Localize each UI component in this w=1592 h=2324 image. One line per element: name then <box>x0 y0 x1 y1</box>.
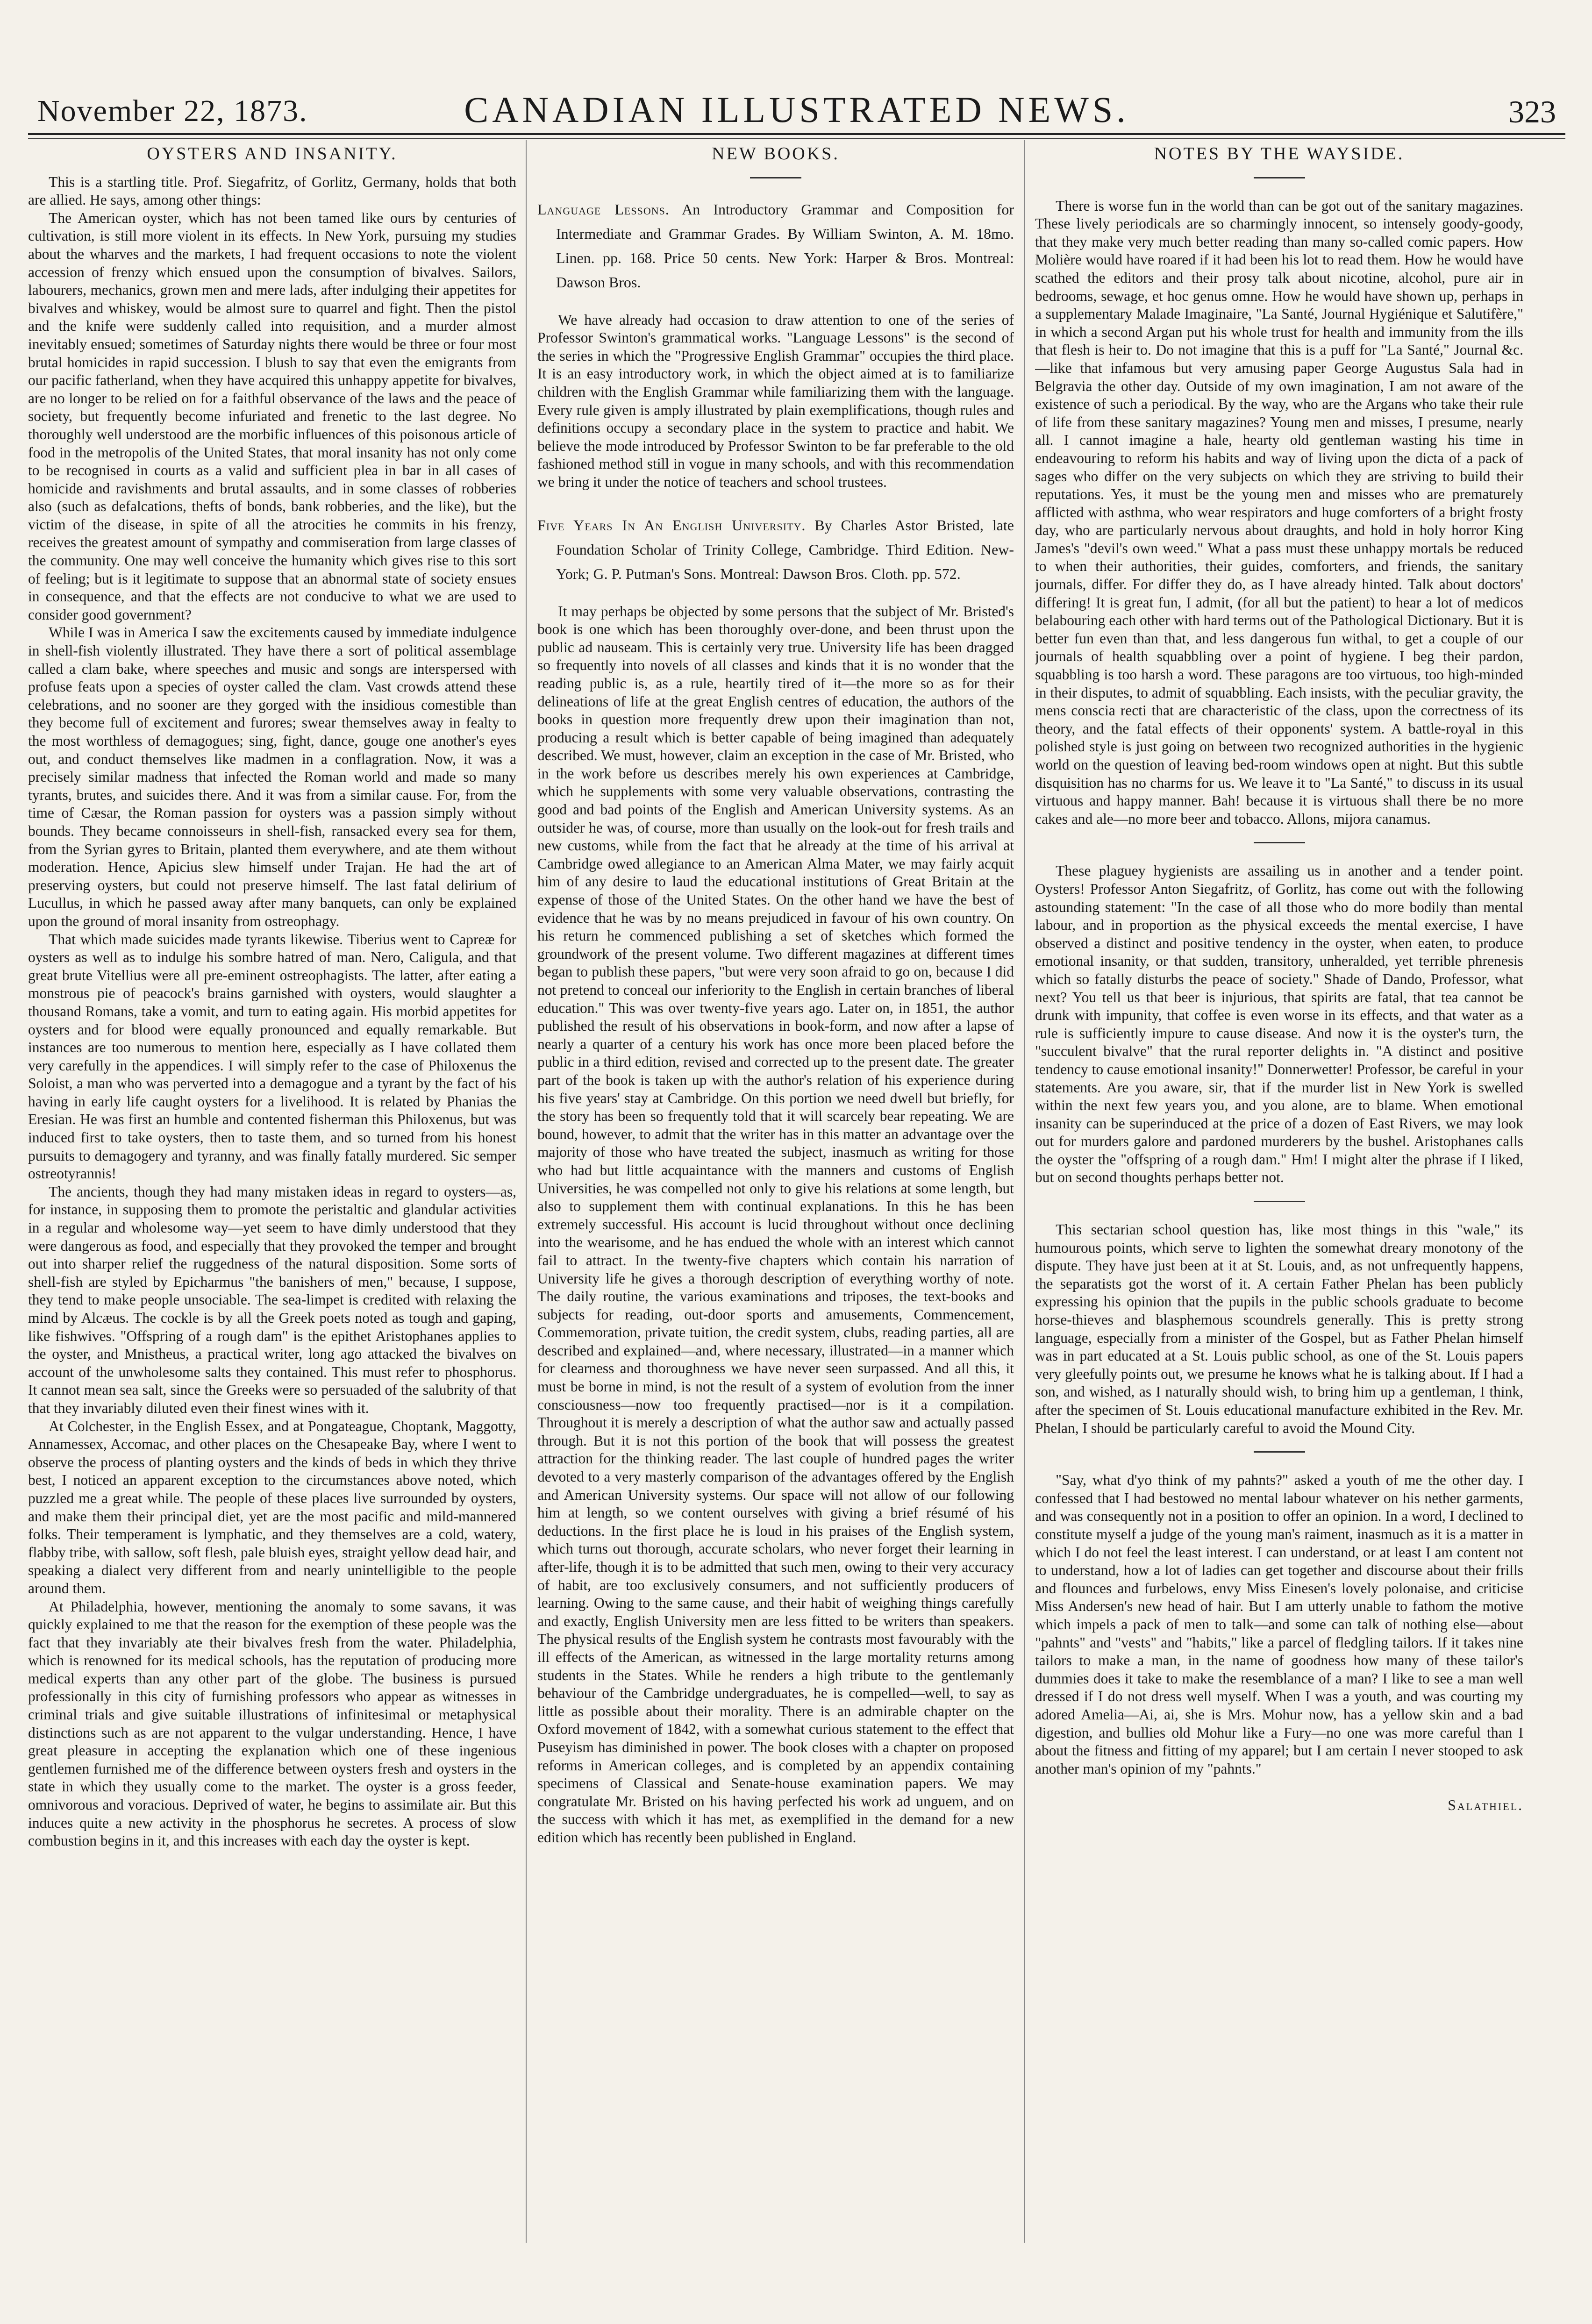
column-new-books <box>537 145 1014 2247</box>
page-number: 323 <box>1508 94 1556 129</box>
column-divider <box>526 140 527 2243</box>
section-heading: NEW BOOKS. <box>712 145 840 164</box>
book-title: Five Years In An English University. <box>537 516 806 534</box>
article-paragraph: At Philadelphia, however, mentioning the anomaly to some savans, it was quickly explained to me that the reason for the exemption of these people was the fact that they invariably ate their bivalves fresh from the water. Philadelphia, which is renowned for its medical schools, has the reputation of producing more medical experts than any other part of the globe. The business is pursued professionally in this city of furnishing professors who appear as witnesses in criminal trials and give suitable illustrations of infinitesimal or metaphysical distinctions such as are not apparent to the vulgar understanding. Hence, I have great pleasure in accepting the explanation which one of these ingenious gentlemen furnished me of the difference between oysters fresh and oysters in the state in which they usually come to the market. The oyster is a gross feeder, omnivorous and voracious. Deprived of water, he begins to assimilate air. But this induces quite a new activity in the phosphorus he secretes. A process of slow combustion begins in it, and this increases with each day the oyster is kept. <box>28 1598 516 1849</box>
column-oysters-and-insanity <box>28 145 516 2238</box>
article-paragraph: That which made suicides made tyrants likewise. Tiberius went to Capreæ for oysters as well as to indulge his sombre hatred of man. Nero, Caligula, and that great brute Vitellius were all pre-eminent ostreophagists. The latter, after eating a monstrous pie of peacock's brains garnished with oysters, would slaughter a thousand Romans, take a vomit, and turn to eating again. His morbid appetites for oysters and for blood were equally pronounced and equally remarkable. But instances are too numerous to mention here, especially as I have collated them very carefully in the appendices. I will simply refer to the case of Philoxenus the Soloist, a man who was perverted into a demagogue and a tyrant by the fact of his having in early life caught oysters for a livelihood. It is related by Phanias the Eresian. He was first an humble and contented fisherman this Philoxenus, but was induced first to take oysters, then to taste them, and so turned from his honest pursuits to demagogery and tyranny, and was finally fatally murdered. Sic semper ostreotyrannis! <box>28 931 516 1182</box>
book-details: By Charles Astor Bristed, late Foundation Scholar of Trinity College, Cambridge. Third Edition. New-York; G. P. Putman's Sons. Montreal: Dawson Bros. Cloth. pp. 572. <box>556 516 1014 582</box>
section-rule <box>1254 842 1305 843</box>
article-paragraph: At Colchester, in the English Essex, and at Pongateague, Choptank, Maggotty, Annamessex, Accomac, and other places on the Chesapeake Bay, where I went to observe the process of planting oysters and the kinds of beds in which they thrive best, I noticed an apparent exception to the circumstances above noted, which puzzled me a great while. The people of these places live surrounded by oysters, and make them their principal diet, yet are the most pacific and mild-mannered folks. Their temperament is lymphatic, and they themselves are a cold, watery, flabby tribe, with sallow, soft flesh, pale bluish eyes, straight yellow dead hair, and speaking a dialect very different from and nearly unintelligible to the people around them. <box>28 1418 516 1597</box>
note-paragraph: These plaguey hygienists are assailing us in another and a tender point. Oysters! Professor Anton Siegafritz, of Gorlitz, has come out with the following astounding statement: "In the case of all those who do more bodily than mental labour, and in proportion as the physical exceeds the mental exercise, I have observed a distinct and positive tendency in the oyster, when eaten, to produce emotional insanity, or that sudden, transitory, unheralded, yet terrible phrenesis which so fatally disturbs the peace of society." Shade of Dando, Professor, what next? You tell us that beer is injurious, that spirits are fatal, that tea cannot be drunk with impunity, that coffee is even worse in its effects, and that water as a rule is sufficiently impure to cause disease. And now it is the oyster's turn, the "succulent bivalve" that the rural reporter delights in. "A distinct and positive tendency to cause emotional insanity!" Donnerwetter! Professor, be careful in your statements. Are you aware, sir, that if the murder list in New York is swelled within the next few years you, and you alone, are to blame. When emotional insanity can be superinduced at the price of a dozen of East Rivers, we may look out for murders galore and pardoned murderers by the bushel. Aristophanes calls the oyster the "offspring of a rough dam." Hm! I might alter the phrase if I liked, but on second thoughts perhaps better not. <box>1035 863 1523 1186</box>
article-heading: OYSTERS AND INSANITY. <box>147 145 398 164</box>
article-paragraph: The ancients, though they had many mistaken ideas in regard to oysters—as, for instance, in supposing them to promote the peristaltic and glandular activities in a regular and wholesome way—yet seem to have dimly understood that they were dangerous as food, and especially that they provoked the temper and brought out into sharper relief the ruggedness of the natural disposition. Some sorts of shell-fish are styled by Epicharmus "the banishers of men," because, I suppose, they tend to make people unsociable. The sea-limpet is credited with relaxing the mind by Alcæus. The cockle is by all the Greek poets noted as tough and gaping, like fishwives. "Offspring of a rough dam" is the epithet Aristophanes applies to the oyster, and Mnistheus, a practical writer, long ago attacked the bivalves on account of the unwholesome salts they contained. This must refer to phosphorus. It cannot mean sea salt, since the Greeks were so persuaded of the salubrity of that that they invariably diluted even their finest wines with it. <box>28 1183 516 1416</box>
book-title: Language Lessons. <box>537 200 670 218</box>
section-rule <box>750 177 801 178</box>
article-paragraph: While I was in America I saw the excitements caused by immediate indulgence in shell-fish violently illustrated. They have there a sort of political assemblage called a clam bake, where speeches and music and songs are interspersed with profuse feats upon a species of oyster called the clam. Vast crowds attend these celebrations, and no sooner are they gorged with the insidious comestible than they become full of excitement and furores; swear themselves away in fealty to the most worthless of demagogues; sing, fight, dance, gouge one another's eyes out, and conduct themselves like madmen in a conflagration. Now, it was a precisely similar madness that infected the Roman world and made so many tyrants, brutes, and suicides there. And it was from a similar cause. For, from the time of Cæsar, the Roman passion for oysters was a passion simply without bounds. They became connoisseurs in shell-fish, ransacked every sea for them, from the Syrian gyres to Britain, planted them everywhere, and ate them without moderation. Hence, Apicius slew himself under Trajan. He had the art of preserving oysters, but could not preserve himself. The last fatal delirium of Lucullus, in which he passed away after many banquets, can only be explained upon the ground of moral insanity from ostreophagy. <box>28 624 516 929</box>
note-paragraph: There is worse fun in the world than can be got out of the sanitary magazines. These lively periodicals are so charmingly innocent, so intensely goody-goody, that they make very much better reading than many so-called comic papers. How Molière would have roared if it had been his lot to read them. How he would have scathed the editors and their prosy talk about nicotine, alcohol, pure air in bedrooms, sewage, et hoc genus omne. How he would have shown up, perhaps in a supplementary Malade Imaginaire, "La Santé, Journal Hygiénique et Salutifère," in which a second Argan put his whole trust for health and immunity from the ills that flesh is heir to. Do not imagine that this is a puff for "La Santé," Journal &c.—like that infamous but very amusing paper George Augustus Sala had in Belgravia the other day. Outside of my own imagination, I am not aware of the existence of such a periodical. By the way, who are the Argans who take their rule of life from these sanitary magazines? Young men and misses, I presume, nearly all. I cannot imagine a hale, hearty old gentleman wasting his time in endeavouring to reform his habits and way of living upon the dicta of a pack of sages who differ on the very subjects on which they are striving to build their reputations. Yes, it must be the young men and misses who are prematurely afflicted with asthma, who wear respirators and huge comforters of a bright frosty day, who are particularly nervous about draughts, and hold in holy horror King James's "devil's own weed." What a pass must these unhappy mortals be reduced to when their authorities, their guides, comforters, and friends, the sanitary journals, differ. For differ they do, as I have already hinted. Talk about doctors' differing! It is great fun, I admit, (for all but the patient) to hear a lot of medicos belabouring each other with hard terms out of the Pathological Dictionary. But it is better fun even than that, and less dangerous fun withal, to get a couple of our journals of health squabbling over a point of hygiene. I beg their pardon, squabbling is too harsh a word. These paragons are too virtuous, too high-minded in their disputes, to admit of squabbling. Each insists, with the peculiar gravity, the mens conscia recti that are characteristic of the class, upon the correctness of its theory, and the fatal effects of their opponents' system. A battle-royal in this polished style is just going on between two recognized authorities in the hygienic world on the question of leaving bed-room windows open at night. But this subtle disquisition has no charms for us. We leave it to "La Santé," to discuss in its usual virtuous and happy manner. Bah! because it is virtuous shall there be no more cakes and ale—no more beer and tobacco. Allons, mijora canamus. <box>1035 197 1523 827</box>
masthead-rule <box>28 133 1565 135</box>
issue-date: November 22, 1873. <box>37 94 308 128</box>
book-details: An Introductory Grammar and Composition for Intermediate and Grammar Grades. By William Swinton, A. M. 18mo. Linen. pp. 168. Price 50 cents. New York: Harper & Bros. Montreal: Dawson Bros. <box>556 200 1014 291</box>
masthead-rule-thin <box>28 138 1565 139</box>
article-paragraph: This is a startling title. Prof. Siegafritz, of Gorlitz, Germany, holds that both are allied. He says, among other things: <box>28 173 516 208</box>
section-rule <box>1254 177 1305 178</box>
section-rule <box>1254 1451 1305 1453</box>
masthead <box>37 75 1556 131</box>
column-divider <box>1024 140 1025 2243</box>
author-signature: Salathiel. <box>1448 1797 1523 1814</box>
book-listing <box>537 513 1014 586</box>
note-paragraph: This sectarian school question has, like most things in this "wale," its humourous points, which serve to lighten the somewhat dreary monotony of the dispute. They have just been at it at St. Louis, and, as not unfrequently happens, the separatists got the worst of it. A certain Father Phelan has been publicly expressing his opinion that the pupils in the public schools graduate to become horse-thieves and blasphemous scoundrels generally. This is pretty strong language, especially from a minister of the Gospel, but as Father Phelan himself was in part educated at a St. Louis public school, as one of the St. Louis papers very gleefully points out, we presume he knows what he is talking about. If I had a son, and wished, as I naturally should wish, to bring him up a gentleman, I think, after the specimen of St. Louis educational manufacture exhibited in the Rev. Mr. Phelan, I should be particularly careful to avoid the Mound City. <box>1035 1221 1523 1436</box>
publication-title: CANADIAN ILLUSTRATED NEWS. <box>464 89 1129 130</box>
book-review: It may perhaps be objected by some persons that the subject of Mr. Bristed's book is one which has been thoroughly over-done, and been thrust upon the public ad nauseam. This is certainly very true. University life has been dragged so frequently into novels of all classes and kinds that it is no wonder that the reading public is, as a rule, heartily tired of it—the more so as for their delineations of life at the great English centres of education, the authors of the books in question more frequently drew upon their imagination than not, producing a result which is better capable of being imagined than adequately described. We must, however, claim an exception in the case of Mr. Bristed, who in the work before us describes merely his own experiences at Cambridge, which he supplements with some very valuable observations, contrasting the good and bad points of the English and American University systems. As an outsider he was, of course, more than usually on the look-out for fresh trails and new customs, while from the fact that he already at the time of his arrival at Cambridge owed allegiance to an American Alma Mater, we may fairly acquit him of any desire to laud the educational institutions of Great Britain at the expense of those of the United States. On the other hand we have the best of evidence that he was by no means prejudiced in favour of his own country. On his return he commenced publishing a set of sketches which formed the groundwork of the present volume. Two different magazines at different times began to publish these papers, "but were very soon afraid to go on, because I did not pretend to conceal our inferiority to the English in certain branches of liberal education." This was over twenty-five years ago. Later on, in 1851, the author published the result of his observations in book-form, and now after a lapse of nearly a quarter of a century his work has once more been placed before the public in a third edition, revised and corrected up to the present date. The greater part of the book is taken up with the author's relation of his experience during his five years' stay at Cambridge. On this portion we need dwell but briefly, for the story has been so frequently told that it will scarcely bear repeating. We are bound, however, to admit that the writer has in this matter an advantage over the majority of those who have treated the subject, inasmuch as writing for those who had but little acquaintance with the manners and customs of English Universities, he was compelled not only to give his relations at some length, but also to supplement them with continual explanations. In this he has been extremely successful. His account is lucid throughout without once declining into the wearisome, and he has endued the whole with an interest which cannot fail to attract. In the twenty-five chapters which contain his narration of University life he gives a thorough description of everything worthy of note. The daily routine, the various examinations and triposes, the text-books and subjects for reading, out-door sports and amusements, Commencement, Commemoration, private tuition, the credit system, clubs, reading parties, all are described and explained—and, where necessary, illustrated—in a manner which for clearness and thoroughness we have never seen surpassed. And all this, it must be borne in mind, is not the result of a system of evolution from the inner consciousness—now too frequently practised—nor is it a compilation. Throughout it is merely a description of what the author saw and actually passed through. But it is not this portion of the book that will possess the greatest attraction for the thinking reader. The last couple of hundred pages the writer devoted to a very masterly comparison of the advantages offered by the English and American University systems. Our space will not allow of our following him at length, so we content ourselves with giving a brief résumé of his deductions. In the first place he is loud in his praises of the English system, which turns out thorough, accurate scholars, who never forget their learning in after-life, though it is to be admitted that such men, owing to their very accuracy of habit, are too exclusively consumers, and not sufficiently producers of learning. Owing to the same cause, and their habit of weighing things carefully and exactly, English University men are less fitted to be writers than speakers. The physical results of the English system he contrasts most favourably with the ill effects of the American, as witnessed in the large mortality returns among students in the States. While he renders a high tribute to the gentlemanly behaviour of the Cambridge undergraduates, he is compelled—well, to say as little as possible about their morality. There is an admirable chapter on the Oxford movement of 1842, with a somewhat curious statement to the effect that Puseyism has diminished in power. The book closes with a chapter on proposed reforms in American colleges, and is completed by an appendix containing specimens of Classical and Senate-house examination papers. We may congratulate Mr. Bristed on his having perfected his work ad unguem, and on the success with which it has met, as exemplified in the demand for a new edition which has recently been published in England. <box>537 603 1014 1846</box>
article-paragraph: The American oyster, which has not been tamed like ours by centuries of cultivation, is still more violent in its effects. In New York, pursuing my studies about the wharves and the markets, I had frequent occasions to note the violent accession of frenzy which ensued upon the consumption of bivalves. Sailors, labourers, mechanics, grown men and mere lads, after indulging their appetites for bivalves and whiskey, would be almost sure to quarrel and fight. Then the pistol and the knife were suddenly called into requisition, and a murder almost inevitably ensued; sometimes of Saturday nights there would be three or four most brutal homicides in rapid succession. I blush to say that even the emigrants from our pacific fatherland, when they have acquired this unhappy appetite for bivalves, are no longer to be relied on for a faithful observance of the laws and the peace of society, but frequently become infuriated and frenetic to the last degree. No thoroughly well understood are the morbific influences of this poisonous article of food in the metropolis of the United States, that moral insanity has not only come to be recognised in courts as a valid and sufficient plea in bar in all cases of homicide and ravishments and brutal assaults, and in some classes of robberies also (such as defalcations, thefts of bonds, bank robberies, and the like), but the victim of the disease, in spite of all the atrocities he commits in his frenzy, receives the greatest amount of sympathy and commiseration from large classes of the community. One may well conceive the humanity which gives rise to this sort of feeling; but is it legitimate to suppose that an abnormal state of society ensues in consequence, and that the effects are not conducive to what we are used to consider good government? <box>28 209 516 623</box>
book-listing <box>537 197 1014 294</box>
column-notes-by-the-wayside <box>1035 145 1523 2257</box>
section-rule <box>1254 1201 1305 1202</box>
note-paragraph: "Say, what d'yo think of my pahnts?" asked a youth of me the other day. I confessed that I had bestowed no mental labour whatever on his nether garments, and was consequently not in a position to offer an opinion. In a word, I declined to constitute myself a judge of the young man's raiment, inasmuch as it is a matter in which I do not feel the least interest. I can understand, or at least I am content not to understand, how a lot of ladies can get together and discourse about their frills and flounces and furbelows, envy Miss Einesen's lovely polonaise, and criticise Miss Andersen's new head of hair. But I am utterly unable to fathom the motive which impels a pack of men to talk—and some can talk of nothing else—about "pahnts" and "vests" and "habits," like a parcel of fledgling tailors. If it takes nine tailors to make a man, in the name of goodness how many of these tailor's dummies does it take to make the resemblance of a man? I like to see a man well dressed if I do not dress well myself. When I was a youth, and was courting my adored Amelia—Ai, ai, she is Mrs. Mohur now, has a yellow skin and a bad digestion, and bullies old Mohur like a Fury—no one was more careful than I about the fitness and fitting of my apparel; but I am certain I never stooped to ask another man's opinion of my "pahnts." <box>1035 1472 1523 1777</box>
book-review: We have already had occasion to draw attention to one of the series of Professor Swinton's grammatical works. "Language Lessons" is the second of the series in which the "Progressive English Grammar" occupies the third place. It is an easy introductory work, in which the object aimed at is to familiarize children with the English Grammar while familiarizing them with the language. Every rule given is amply illustrated by plain exemplifications, though rules and definitions occupy a secondary place in the system to practice and habit. We believe the mode introduced by Professor Swinton to be far preferable to the old fashioned method still in vogue in many schools, and with this recommendation we bring it under the notice of teachers and school trustees. <box>537 311 1014 490</box>
section-heading: NOTES BY THE WAYSIDE. <box>1154 145 1405 164</box>
